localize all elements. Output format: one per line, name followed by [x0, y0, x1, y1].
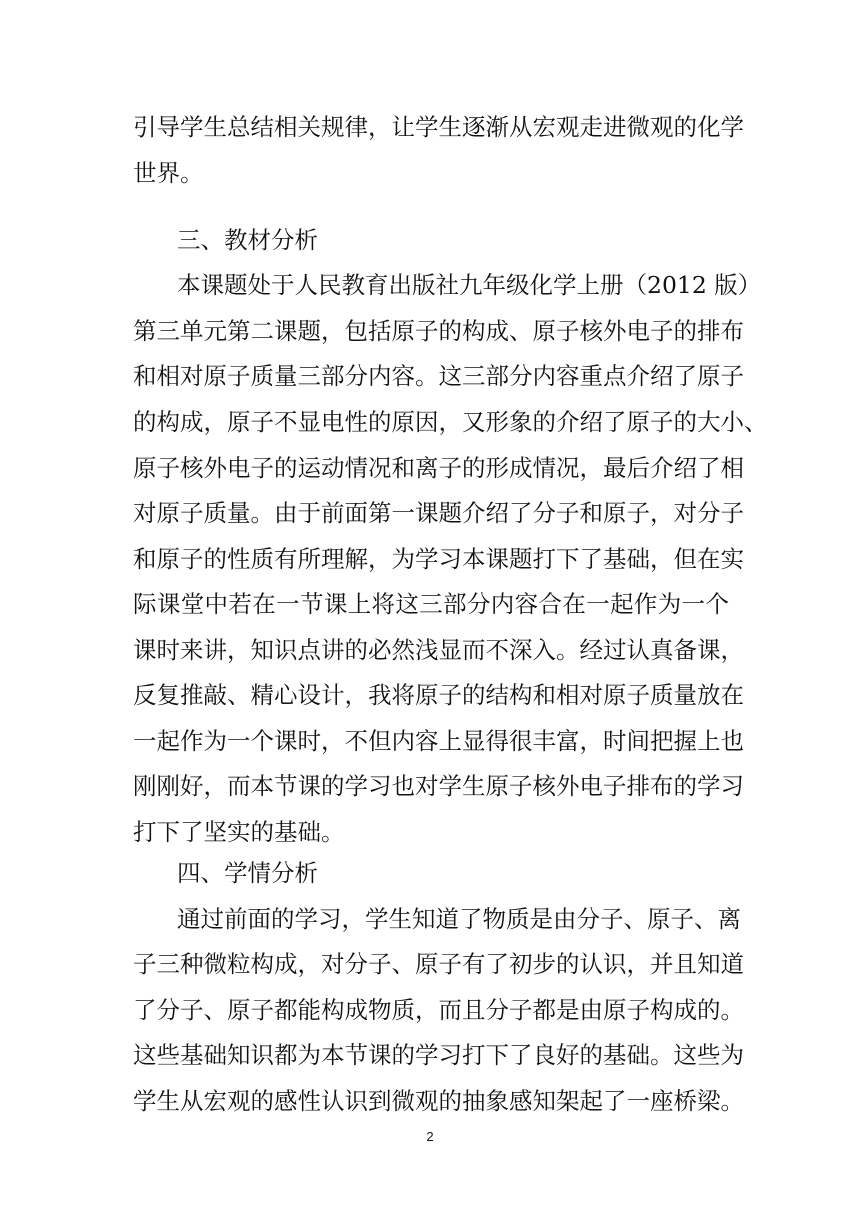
- paragraph-line: 和相对原子质量三部分内容。这三部分内容重点介绍了原子: [133, 362, 744, 390]
- paragraph-line: 世界。: [133, 159, 204, 187]
- paragraph-line: 第三单元第二课题，包括原子的构成、原子核外电子的排布: [133, 317, 744, 345]
- paragraph-line: 际课堂中若在一节课上将这三部分内容合在一起作为一个: [133, 590, 729, 618]
- paragraph-line: 的构成，原子不显电性的原因，又形象的介绍了原子的大小、: [133, 408, 768, 436]
- section-heading: 三、教材分析: [177, 226, 318, 254]
- paragraph-line: 子三种微粒构成，对分子、原子有了初步的认识，并且知道: [133, 950, 744, 978]
- page-number: 2: [426, 1129, 434, 1144]
- paragraph-line: 课时来讲，知识点讲的必然浅显而不深入。经过认真备课，: [133, 636, 744, 664]
- paragraph-line: 引导学生总结相关规律，让学生逐渐从宏观走进微观的化学: [133, 113, 744, 141]
- paragraph-line: 打下了坚实的基础。: [133, 818, 345, 846]
- paragraph-line: 通过前面的学习，学生知道了物质是由分子、原子、离: [177, 905, 741, 933]
- paragraph-line: 对原子质量。由于前面第一课题介绍了分子和原子，对分子: [133, 499, 744, 527]
- paragraph-line: 这些基础知识都为本节课的学习打下了良好的基础。这些为: [133, 1041, 744, 1069]
- paragraph-line: 了分子、原子都能构成物质，而且分子都是由原子构成的。: [133, 996, 744, 1024]
- paragraph-line: 反复推敲、精心设计，我将原子的结构和相对原子质量放在: [133, 681, 744, 709]
- section-heading: 四、学情分析: [177, 859, 318, 887]
- paragraph-line: 本课题处于人民教育出版社九年级化学上册（2012 版）: [177, 271, 762, 299]
- paragraph-line: 一起作为一个课时，不但内容上显得很丰富，时间把握上也: [133, 727, 744, 755]
- paragraph-line: 学生从宏观的感性认识到微观的抽象感知架起了一座桥梁。: [133, 1087, 744, 1115]
- paragraph-line: 原子核外电子的运动情况和离子的形成情况，最后介绍了相: [133, 454, 744, 482]
- paragraph-line: 和原子的性质有所理解，为学习本课题打下了基础，但在实: [133, 545, 744, 573]
- paragraph-line: 刚刚好，而本节课的学习也对学生原子核外电子排布的学习: [133, 772, 744, 800]
